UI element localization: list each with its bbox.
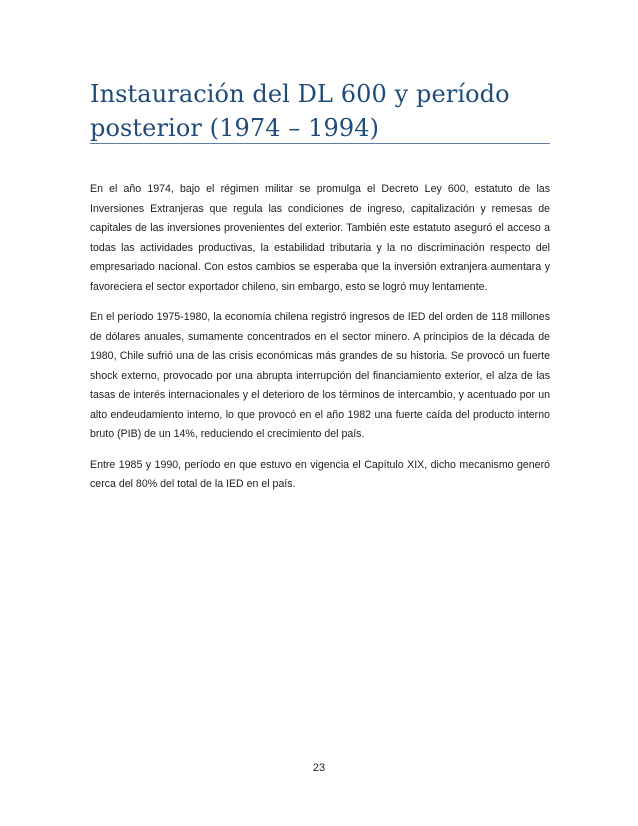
paragraph-1975-1980: En el período 1975-1980, la economía chilena registró ingresos de IED del orden de 118 millones de dólares anuales, sumamente concentrados en el sector minero. A principios de la década de 1980, Chile sufrió una de las crisis económicas más grandes de su historia. Se provocó un fuerte shock externo, provocado por una abrupta interrupción del financiamiento exterior, el alza de las tasas de interés internacionales y el deterioro de los términos de intercambio, y acentuado por un alto endeudamiento interno, lo que provocó en el año 1982 una fuerte caída del producto interno bruto (PIB) de un 14%, reduciendo el crecimiento del país. (90, 311, 550, 440)
section-title (90, 77, 560, 145)
section-title-line-1: Instauración del DL 600 y período (90, 80, 510, 108)
section-title-line-2: posterior (1974 – 1994) (90, 114, 380, 142)
paragraph-dl600: En el año 1974, bajo el régimen militar se promulga el Decreto Ley 600, estatuto de las Inversiones Extranjeras que regula las condiciones de ingreso, capitalización y remesas de capitales de las inversiones provenientes del exterior. También este estatuto aseguró el acceso a todas las actividades productivas, la estabilidad tributaria y la no discriminación respecto del empresariado nacional. Con estos cambios se esperaba que la inversión extranjera aumentara y favoreciera el sector exportador chileno, sin embargo, esto se logró muy lentamente. (90, 183, 550, 293)
body-text (90, 180, 550, 506)
page-number: 23 (312, 762, 326, 774)
paragraph-1985-1990: Entre 1985 y 1990, período en que estuvo en vigencia el Capítulo XIX, dicho mecanismo generó cerca del 80% del total de la IED en el país. (90, 458, 550, 490)
title-underline-rule (90, 143, 550, 144)
